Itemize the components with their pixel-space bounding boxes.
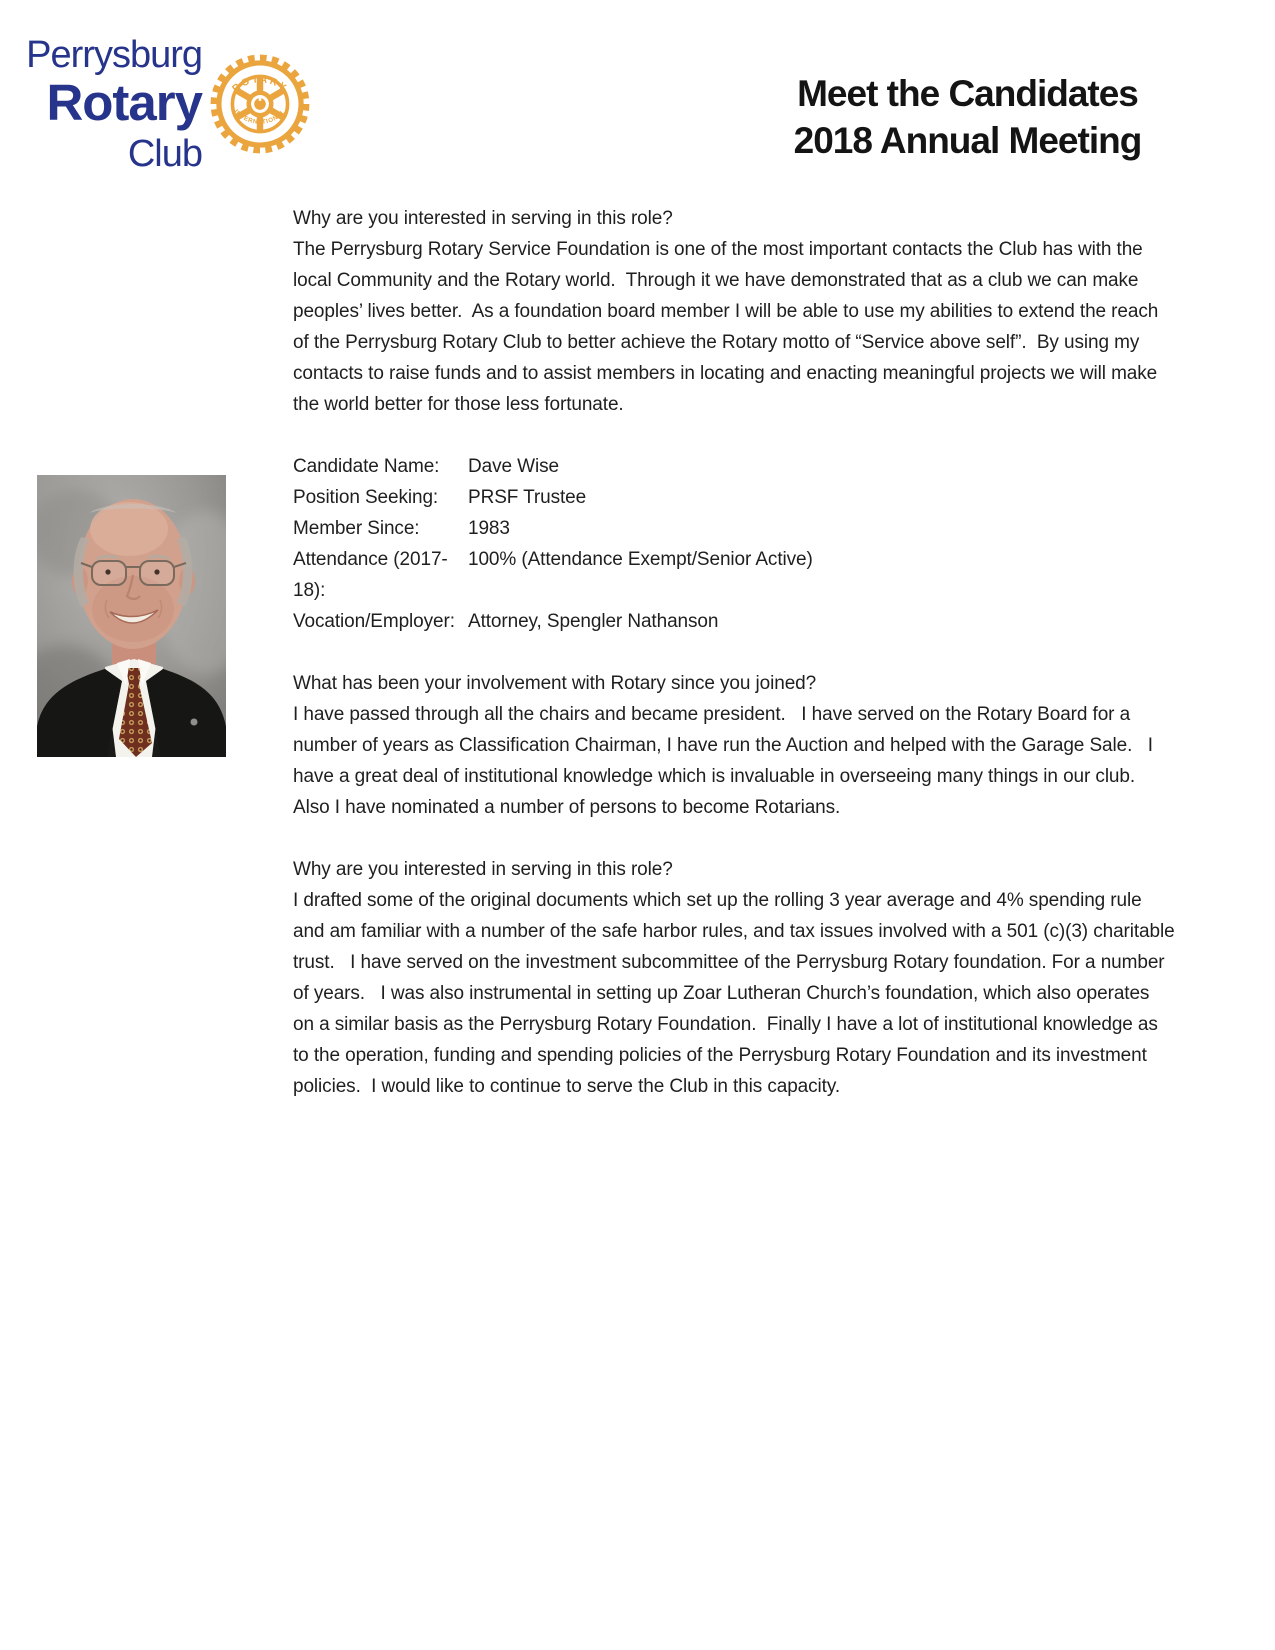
logo-line-perrysburg: Perrysburg [26,34,202,76]
wheel-bottom-text: INTERNATIONAL [232,108,288,126]
field-label: Attendance (2017-18): [293,549,448,601]
candidate-portrait-photo [37,475,226,757]
field-row-member-since [293,513,1175,544]
question-answer: I have passed through all the chairs and became president. I have served on the Rotary Board for a number of years as Classification Chairman, I have run the Auction and helped with the Garage Sale. I have a great deal of institutional knowledge which is invaluable in overseeing many things in our club. Also I have nominated a number of persons to become Rotarians. [293,704,1159,818]
lapel-pin [191,719,198,726]
field-value: 100% (Attendance Exempt/Senior Active) [468,549,813,570]
question-heading: Why are you interested in serving in this role? [293,208,673,229]
field-value: PRSF Trustee [468,487,587,508]
rotary-wheel-icon [208,52,312,156]
wheel-keyhole [259,97,261,101]
page-title [715,70,1220,164]
field-label: Member Since: [293,518,420,539]
field-row-candidate-name [293,451,1175,482]
question-answer: I drafted some of the original documents which set up the rolling 3 year average and 4% spending rule and am familiar with a number of the safe harbor rules, and tax issues involved with a 501 (c)(3) charitable trust. I have served on the investment subcommittee of the Perrysburg Rotary foundation. For a number of years. I was also instrumental in setting up Zoar Lutheran Church’s foundation, which also operates on a similar basis as the Perrysburg Rotary Foundation. Finally I have a lot of institutional knowledge as to the operation, funding and spending policies of the Perrysburg Rotary Foundation and its investment policies. I would like to continue to serve the Club in this capacity. [293,890,1180,1097]
question-heading: What has been your involvement with Rotary since you joined? [293,673,817,694]
club-logo [26,36,312,173]
logo-line-rotary: Rotary [46,74,202,131]
title-line-1: Meet the Candidates [797,73,1138,114]
field-value: Dave Wise [468,456,559,477]
wheel-top-text: ROTARY [230,74,290,95]
question-section-2 [293,668,1175,823]
question-section-1 [293,203,1175,420]
content-column [293,203,1180,1133]
logo-line-club: Club [127,133,202,175]
field-label: Position Seeking: [293,487,439,508]
title-line-2: 2018 Annual Meeting [793,120,1142,161]
question-section-3 [293,854,1180,1102]
field-label: Vocation/Employer: [293,611,455,632]
field-value: Attorney, Spengler Nathanson [468,611,719,632]
field-value: 1983 [468,518,510,539]
field-row-position-seeking [293,482,1175,513]
question-answer: The Perrysburg Rotary Service Foundation is one of the most important contacts the Club has with the local Community and the Rotary world. Through it we have demonstrated that as a club we can make peoples’ lives better. As a foundation board member I will be able to use my abilities to extend the reach of the Perrysburg Rotary Club to better achieve the Rotary motto of “Service above self”. By using my contacts to raise funds and to assist members in locating and enacting meaningful projects we will make the world better for those less fortunate. [293,239,1164,415]
field-row-vocation-employer [293,606,1175,637]
field-label: Candidate Name: [293,456,440,477]
club-logo-text [26,36,202,173]
field-row-attendance [293,544,1175,606]
question-heading: Why are you interested in serving in this role? [293,859,673,880]
candidate-info [293,451,1175,637]
